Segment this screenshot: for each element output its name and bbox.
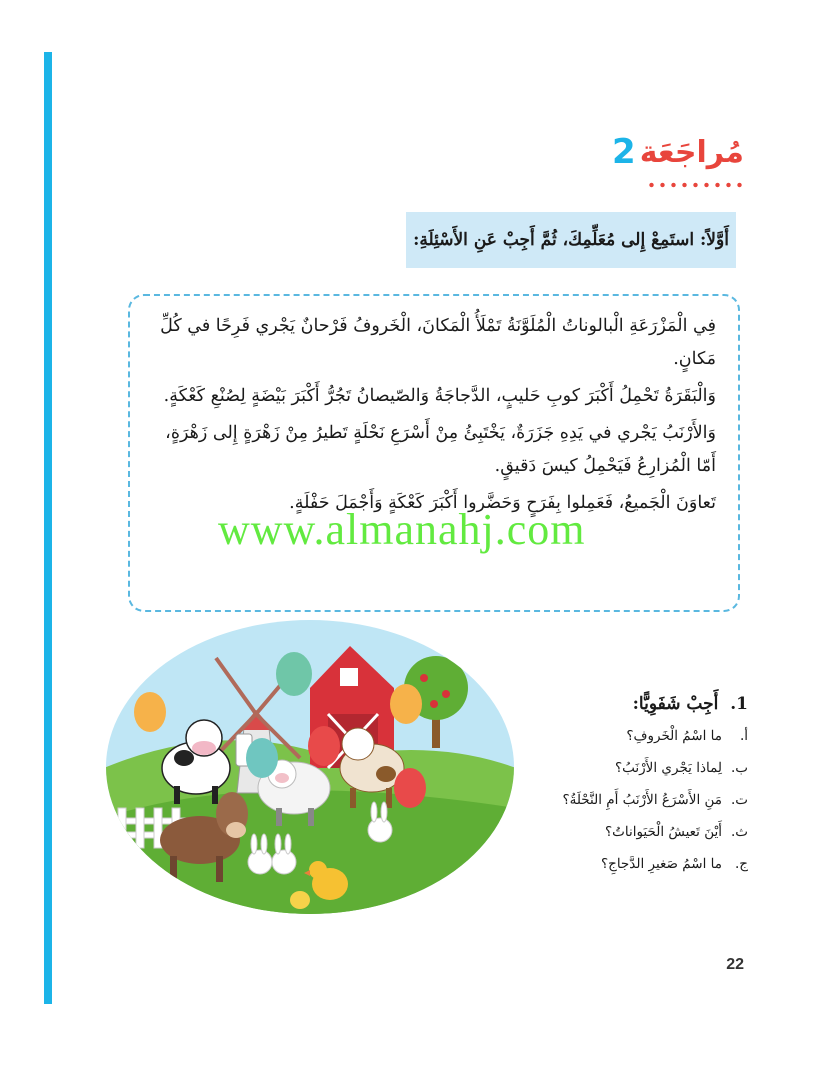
- question-item: [528, 784, 748, 816]
- question-letter: ج.: [734, 856, 748, 872]
- side-accent-bar: [44, 52, 52, 1004]
- title-dotted-underline: [646, 182, 746, 188]
- story-paragraph: وَالْبَقَرَةُ تَحْمِلُ أَكْبَرَ كوبِ حَليبٍ، الدَّجاجَةُ وَالصّيصانُ تَجُرُّ أَكْبَرَ بَيْضَةٍ لِصُنْعِ كَعْكَةٍ.: [163, 386, 716, 406]
- title-word: مُراجَعَة: [639, 134, 744, 170]
- watermark-text: www.almanahj.com: [218, 505, 586, 554]
- questions-heading: [528, 694, 748, 714]
- question-item: [528, 720, 748, 752]
- question-letter: ب.: [730, 760, 748, 776]
- farm-illustration: [104, 618, 516, 916]
- question-item: [528, 816, 748, 848]
- question-text: لِماذا يَجْري الأَرْنَبُ؟: [614, 760, 722, 776]
- story-paragraph: فِي الْمَزْرَعَةِ الْبالوناتُ الْمُلَوَّنَةُ تَمْلَأُ الْمَكانَ، الْخَروفُ فَرْحانٌ يَجْري فَرِحًا في كُلِّ مَكانٍ.: [160, 316, 716, 369]
- question-text: ما اسْمُ صَغيرِ الدَّجاجِ؟: [600, 856, 722, 872]
- question-heading-text: أَجِبْ شَفَوِيًّا:: [632, 694, 719, 714]
- question-text: مَنِ الأَسْرَعُ الأَرْنَبُ أَمِ النَّحْلَةُ؟: [562, 792, 722, 808]
- question-item: [528, 848, 748, 880]
- story-box: [128, 294, 740, 612]
- instruction-banner: أَوَّلاً: استَمِعْ إِلى مُعَلِّمِكَ، ثُمَّ أَجِبْ عَنِ الأَسْئِلَةِ:: [406, 212, 736, 268]
- question-number: 1.: [730, 694, 748, 714]
- question-letter: أ.: [739, 728, 748, 744]
- title-number: 2: [612, 132, 636, 172]
- question-letter: ت.: [730, 792, 748, 808]
- page-title: [612, 132, 744, 172]
- oral-questions: [528, 694, 748, 880]
- question-text: ما اسْمُ الْخَروفِ؟: [626, 728, 722, 744]
- page-number: 22: [726, 956, 744, 973]
- story-paragraph: وَالأَرْنَبُ يَجْري في يَدِهِ جَزَرَةٌ، يَخْتَبِئُ مِنْ أَسْرَعِ نَحْلَةٍ تَطيرُ مِنْ زَهْرَةٍ إِلى زَهْرَةٍ، أَمّا الْمُزارِعُ فَيَحْمِلُ كيسَ دَقيقٍ.: [165, 423, 716, 476]
- story-paragraph: تَعاوَنَ الْجَميعُ، فَعَمِلوا بِفَرَحٍ وَحَضَّروا أَكْبَرَ كَعْكَةٍ وَأَجْمَلَ حَفْلَةٍ.: [289, 493, 716, 513]
- question-text: أَيْنَ تَعيشُ الْحَيَواناتُ؟: [604, 824, 722, 840]
- question-item: [528, 752, 748, 784]
- question-letter: ث.: [730, 824, 748, 840]
- question-list: [528, 720, 748, 880]
